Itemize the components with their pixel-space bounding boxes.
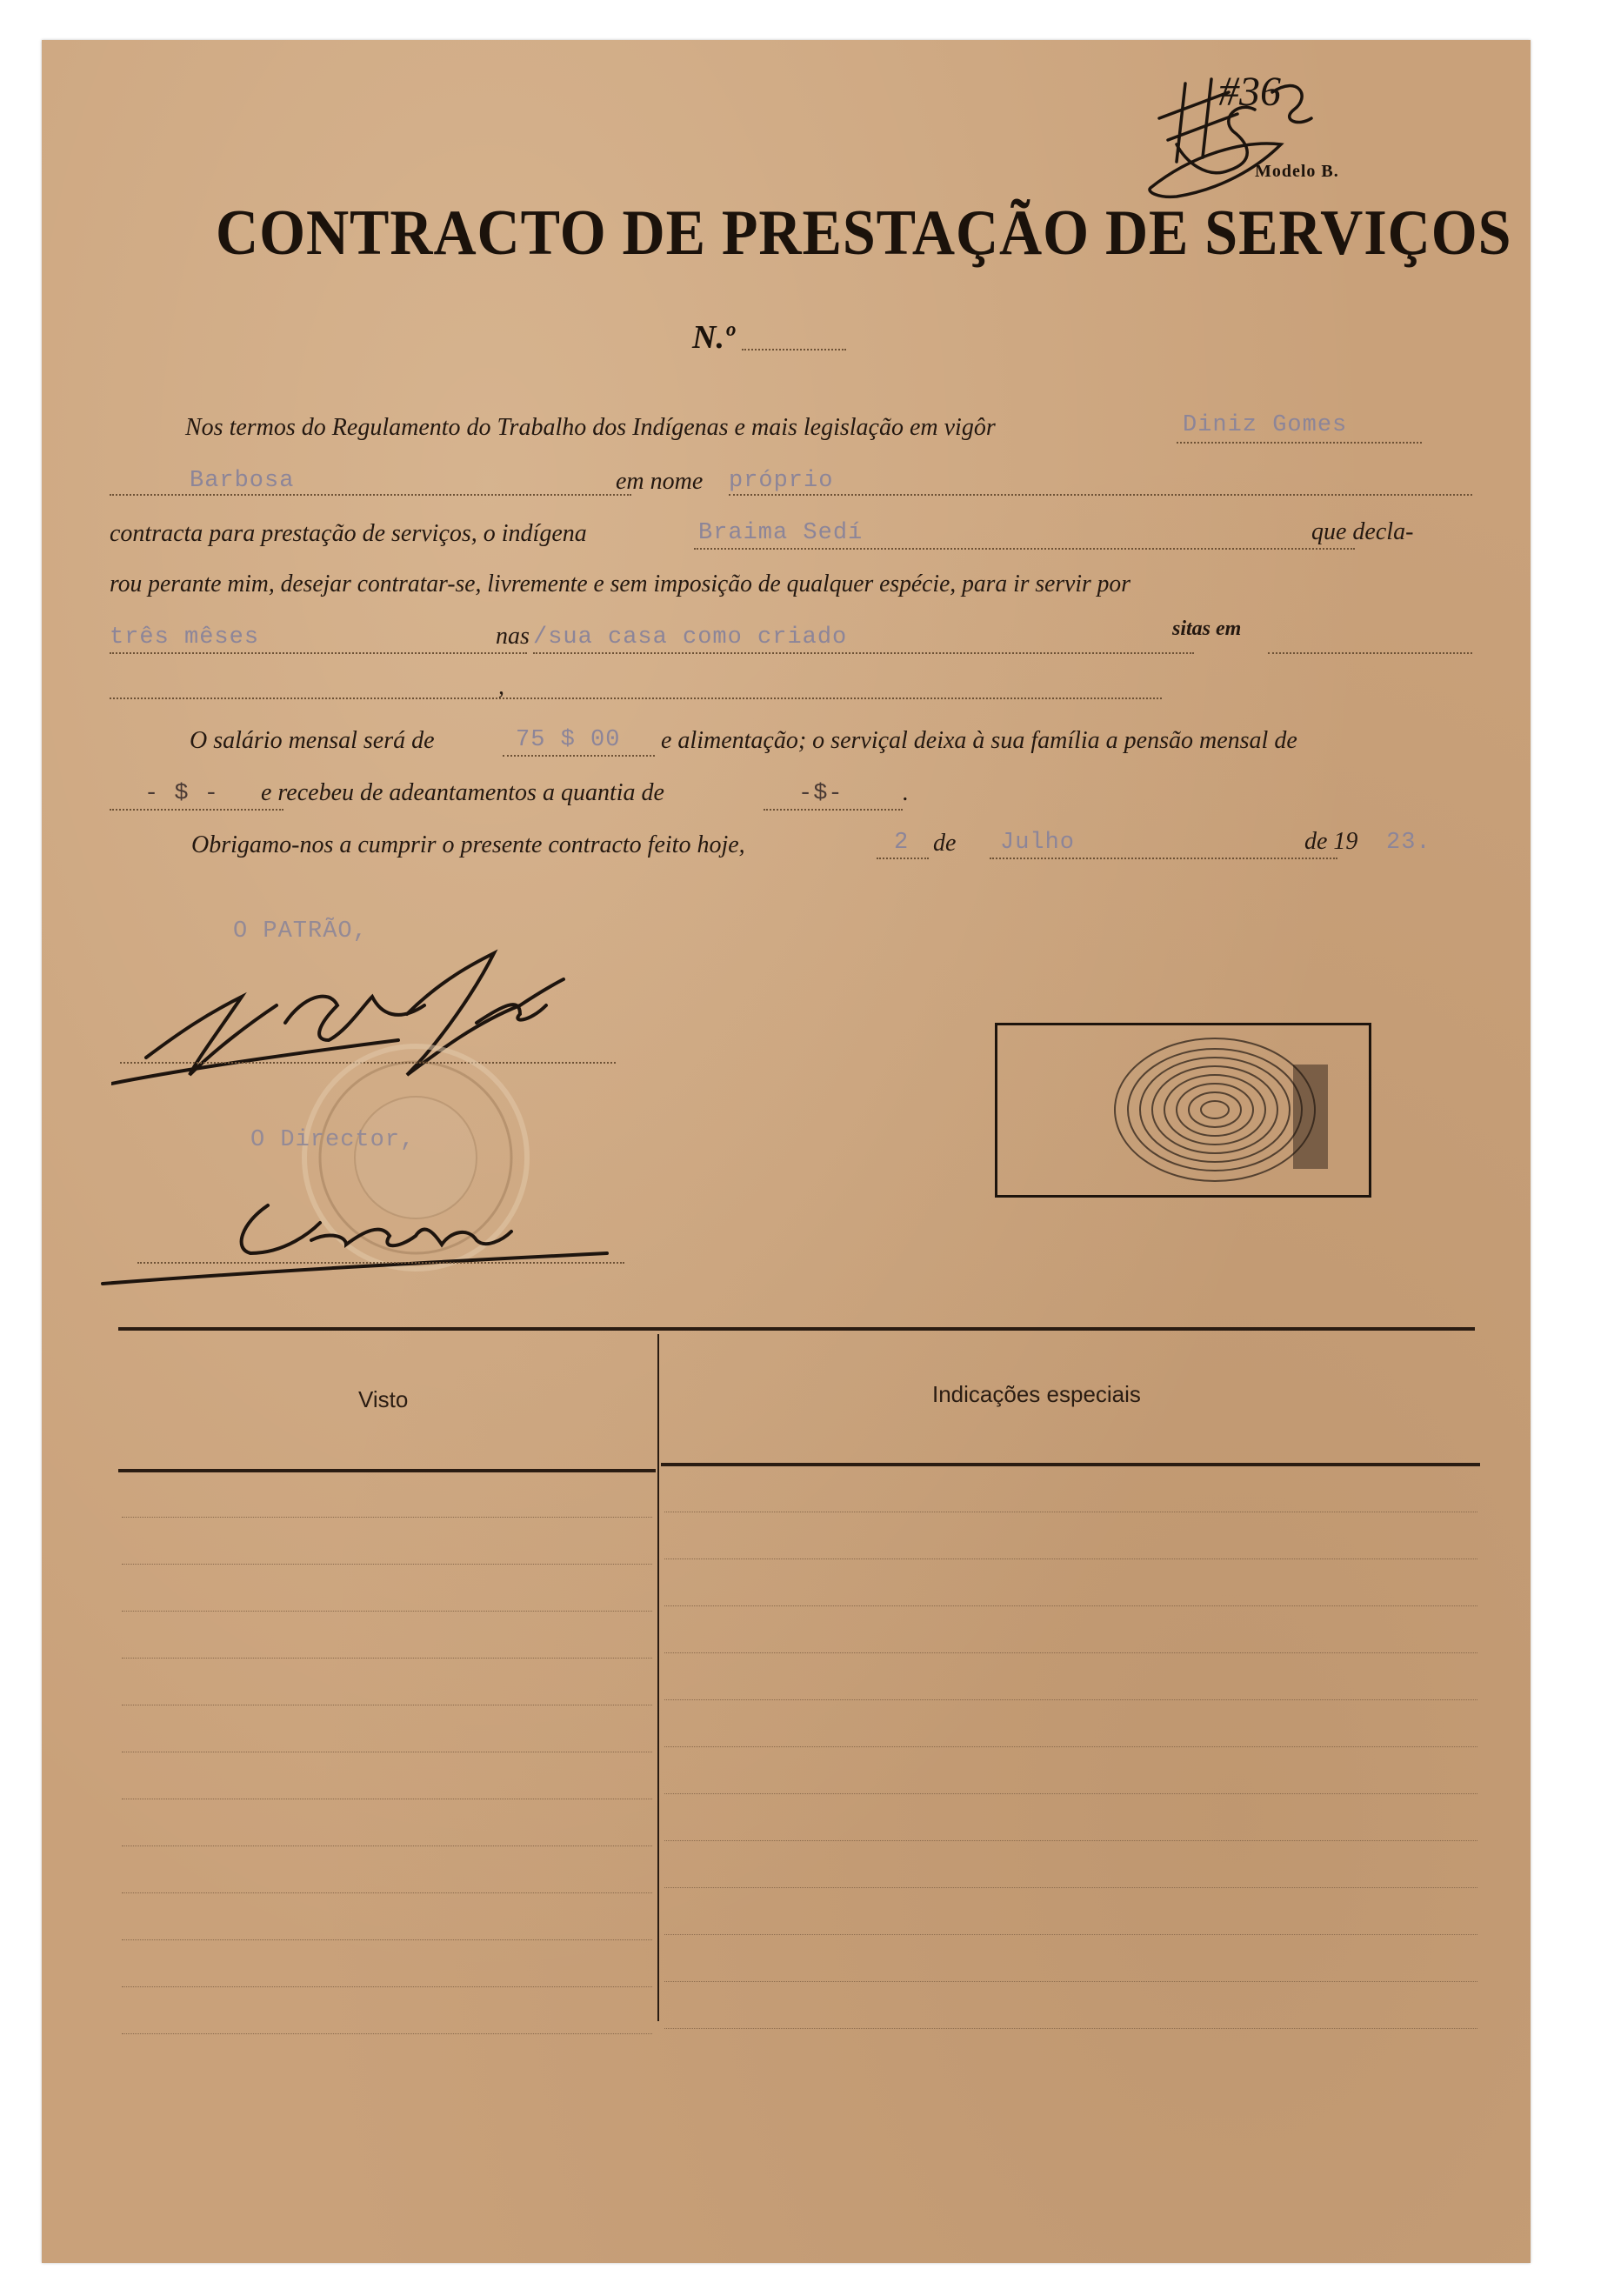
alimentacao-text: e alimentação; o serviçal deixa à sua família a pensão mensal de bbox=[661, 727, 1297, 754]
de-label: de bbox=[933, 830, 957, 857]
local-value: /sua casa como criado bbox=[533, 624, 848, 651]
table-ruled-line-right bbox=[664, 1558, 1477, 1559]
table-header-indicacoes: Indicações especiais bbox=[932, 1381, 1141, 1407]
table-ruled-line-left bbox=[122, 2033, 652, 2034]
director-label: O Director, bbox=[250, 1127, 416, 1153]
patrao-label: O PATRÃO, bbox=[233, 918, 368, 944]
line1-dots bbox=[1177, 442, 1422, 444]
table-column-divider bbox=[657, 1334, 659, 2021]
line2-dots-b bbox=[729, 494, 1472, 496]
document-title: CONTRACTO DE PRESTAÇÃO DE SERVIÇOS bbox=[216, 197, 1512, 269]
patrao-name-1: Diniz Gomes bbox=[1183, 412, 1348, 438]
mes-dots bbox=[990, 858, 1337, 859]
table-ruled-line-right bbox=[664, 1887, 1477, 1888]
rou-text: rou perante mim, desejar contratar-se, livremente e sem imposição de qualquer espécie, para ir servir por bbox=[110, 571, 1130, 597]
director-signature bbox=[85, 1171, 624, 1301]
table-ruled-line-right bbox=[664, 1699, 1477, 1700]
fingerprint-box bbox=[995, 1023, 1371, 1198]
table-ruled-line-left bbox=[122, 1986, 652, 1987]
handwritten-number-text: #36 bbox=[1218, 69, 1281, 115]
modelo-label: Modelo B. bbox=[1255, 162, 1339, 181]
que-decla-text: que decla- bbox=[1311, 518, 1414, 545]
table-header-visto: Visto bbox=[358, 1386, 409, 1412]
salario-text: O salário mensal será de bbox=[190, 727, 435, 754]
recebeu-text: e recebeu de adeantamentos a quantia de bbox=[261, 779, 664, 806]
pensao-dots bbox=[110, 809, 283, 811]
salario-value: 75 $ 00 bbox=[516, 727, 621, 753]
line6-comma: , bbox=[498, 673, 504, 700]
table-header-rule-left bbox=[118, 1469, 656, 1472]
table-ruled-line-left bbox=[122, 1939, 652, 1940]
line3-dots bbox=[694, 548, 1355, 550]
adeantamento-dots bbox=[764, 809, 903, 811]
dia-dots bbox=[877, 858, 929, 859]
table-ruled-line-right bbox=[664, 1934, 1477, 1935]
ano-prefix: de 19 bbox=[1304, 828, 1358, 855]
sitas-em-text: sitas em bbox=[1172, 617, 1242, 640]
line8-period: . bbox=[903, 779, 909, 806]
patrao-name-2: Barbosa bbox=[190, 468, 295, 494]
table-ruled-line-right bbox=[664, 1793, 1477, 1794]
table-ruled-line-left bbox=[122, 1564, 652, 1565]
adeantamento-value: -$- bbox=[798, 781, 844, 807]
document-sheet bbox=[42, 40, 1531, 2263]
pensao-value: - $ - bbox=[144, 781, 220, 807]
table-ruled-line-left bbox=[122, 1845, 652, 1846]
line5-dots-a bbox=[110, 652, 527, 654]
numero-label: N.º bbox=[692, 319, 735, 356]
em-nome-label: em nome bbox=[616, 468, 704, 495]
em-nome-value: próprio bbox=[729, 468, 834, 494]
line1-text: Nos termos do Regulamento do Trabalho dos Indígenas e mais legislação em vigôr bbox=[185, 414, 996, 441]
fingerprint-image bbox=[1102, 1030, 1345, 1191]
line2-dots-a bbox=[110, 494, 631, 496]
director-signature-dots bbox=[137, 1262, 624, 1264]
table-ruled-line-right bbox=[664, 1652, 1477, 1653]
table-ruled-line-right bbox=[664, 1840, 1477, 1841]
line5-dots-b bbox=[533, 652, 1194, 654]
indigena-name: Braima Sedí bbox=[698, 520, 864, 546]
table-ruled-line-left bbox=[122, 1658, 652, 1659]
ano-suffix: 23. bbox=[1386, 830, 1431, 856]
table-ruled-line-left bbox=[122, 1517, 652, 1518]
dia-value: 2 bbox=[894, 830, 910, 856]
mes-value: Julho bbox=[1000, 830, 1076, 856]
table-ruled-line-right bbox=[664, 2028, 1477, 2029]
periodo-value: três mêses bbox=[110, 624, 260, 651]
table-ruled-line-left bbox=[122, 1611, 652, 1612]
table-top-rule bbox=[118, 1327, 1475, 1331]
line5-dots-c bbox=[1268, 652, 1472, 654]
line6-dots bbox=[110, 697, 1162, 699]
table-ruled-line-left bbox=[122, 1892, 652, 1893]
obrigamo-text: Obrigamo-nos a cumprir o presente contracto feito hoje, bbox=[191, 831, 745, 858]
salario-dots bbox=[503, 755, 655, 757]
contracta-text: contracta para prestação de serviços, o indígena bbox=[110, 520, 587, 547]
table-ruled-line-right bbox=[664, 1981, 1477, 1982]
table-ruled-line-right bbox=[664, 1605, 1477, 1606]
nas-label: nas bbox=[496, 623, 530, 650]
table-header-rule-right bbox=[661, 1463, 1480, 1466]
table-ruled-line-right bbox=[664, 1746, 1477, 1747]
numero-dotted-line bbox=[742, 349, 846, 350]
handwritten-number-mark bbox=[1124, 57, 1403, 205]
